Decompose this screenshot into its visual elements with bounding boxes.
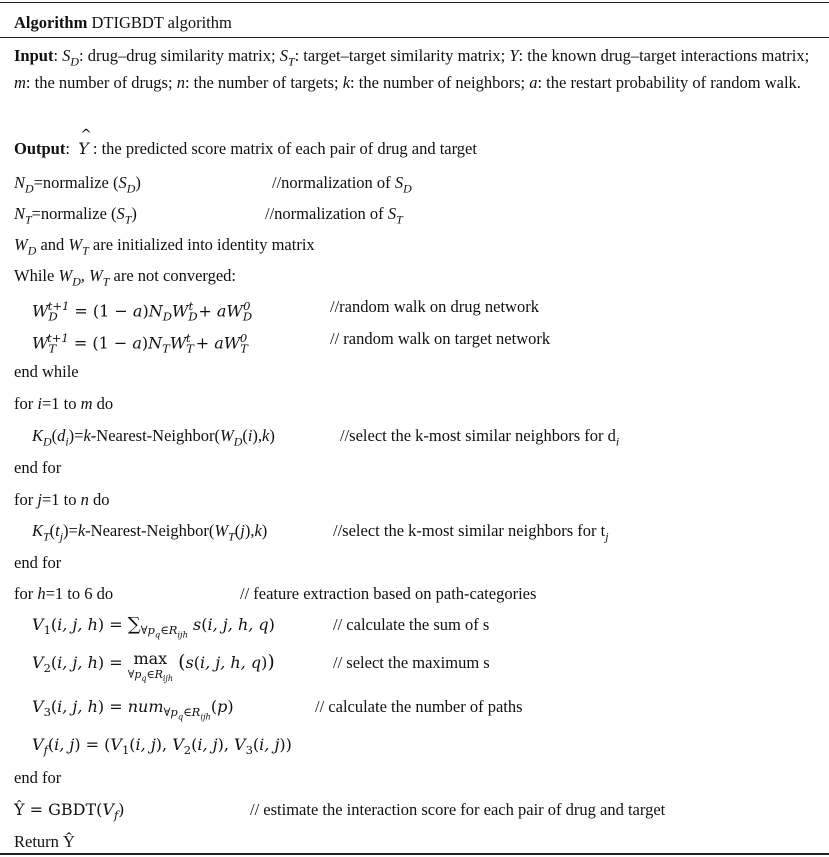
walk-target-formula: $W_T^{t+1} = (1 - a)N_TW_T^t + aW_T^0$ bbox=[32, 331, 248, 356]
num-comment: // calculate the number of paths bbox=[315, 697, 523, 716]
walk-target-comment: // random walk on target network bbox=[330, 329, 551, 348]
walk-drug-formula: $W_D^{t+1} = (1 - a)N_DW_D^t + aW_D^0$ bbox=[32, 299, 253, 324]
output-line: Output: ^ Y : the predicted score matrix of each pair of drug and target bbox=[14, 127, 477, 158]
algorithm-name: DTIGBDT algorithm bbox=[91, 13, 232, 32]
end-for-1: end for bbox=[14, 458, 62, 477]
normalize-d-line: $N_D=normalize$ $(S_D)$ bbox=[14, 173, 141, 196]
max-comment: // select the maximum s bbox=[333, 653, 490, 672]
init-line: $W_D$ and $W_T$ are initialized into identity matrix bbox=[14, 235, 315, 258]
input-block: Input: $S_D$: drug–drug similarity matrix; $S_T$: target–target similarity matrix; Y: the known drug–target interactions matrix; m: the number of drugs; n: the number of targets; k: the number of neighbors; a: the restart probability of random walk. bbox=[14, 46, 810, 93]
normalize-t-comment: //normalization of $S_T$ bbox=[265, 204, 403, 227]
knn-d-comment: //select the k-most similar neighbors for $d_i$ bbox=[340, 426, 620, 449]
feature-comment: // feature extraction based on path-categories bbox=[240, 584, 537, 603]
input-label: Input bbox=[14, 46, 54, 65]
y-hat-symbol: ^ Y bbox=[78, 127, 92, 158]
vf-formula: $V_f(i$, $j) = (V_1(i$, j), $V_2(i$, j), $V_3(i$, j)) bbox=[32, 735, 292, 758]
output-label: Output bbox=[14, 139, 66, 158]
bottom-rule bbox=[0, 853, 829, 855]
header-rule bbox=[0, 37, 829, 38]
v2-formula: $V_2(i$, j, h) = max $\forall p_q\in R_{ijh}$ (s(i, j, h, q)) bbox=[32, 649, 275, 684]
end-while-line: end while bbox=[14, 362, 79, 381]
for-h-line: for h=1 to 6 do bbox=[14, 584, 114, 603]
v3-formula: $V_3(i$, j, h) = num$_{\forall p_q\in R_{ijh}}$(p) bbox=[32, 697, 234, 722]
end-for-3: end for bbox=[14, 768, 62, 787]
algorithm-header bbox=[14, 12, 232, 33]
gbdt-comment: // estimate the interaction score for each pair of drug and target bbox=[250, 800, 666, 819]
knn-t-line: $K_T(t_j)=k-Nearest-Neighbor(W_T(j),k)$ bbox=[32, 521, 268, 544]
normalize-d-comment: //normalization of $S_D$ bbox=[272, 173, 412, 196]
return-line: Return Ŷ bbox=[14, 832, 75, 851]
top-rule bbox=[0, 2, 829, 3]
gbdt-formula: Ŷ = $GBDT(V_f)$ bbox=[14, 800, 125, 823]
walk-drug-comment: //random walk on drug network bbox=[330, 297, 539, 316]
algorithm-label: Algorithm bbox=[14, 13, 88, 32]
knn-t-comment: //select the k-most similar neighbors for $t_j$ bbox=[333, 521, 609, 544]
output-text: : the predicted score matrix of each pair of drug and target bbox=[92, 139, 477, 158]
normalize-t-line: $N_T=normalize$ $(S_T)$ bbox=[14, 204, 137, 227]
sum-comment: // calculate the sum of s bbox=[333, 615, 490, 634]
while-line: While $W_D$, $W_T$ are not converged: bbox=[14, 266, 236, 289]
v1-formula: $V_1(i$, j, $h) = \sum_{\forall p_q\in R_{ijh}}$ s(i, j, h, q) bbox=[32, 614, 275, 640]
for-i-line: for i=1 to m do bbox=[14, 394, 114, 413]
end-for-2: end for bbox=[14, 553, 62, 572]
for-j-line: for j=1 to n do bbox=[14, 490, 110, 509]
knn-d-line: $K_D(d_i)=k-Nearest-Neighbor(W_D(i),k)$ bbox=[32, 426, 275, 449]
